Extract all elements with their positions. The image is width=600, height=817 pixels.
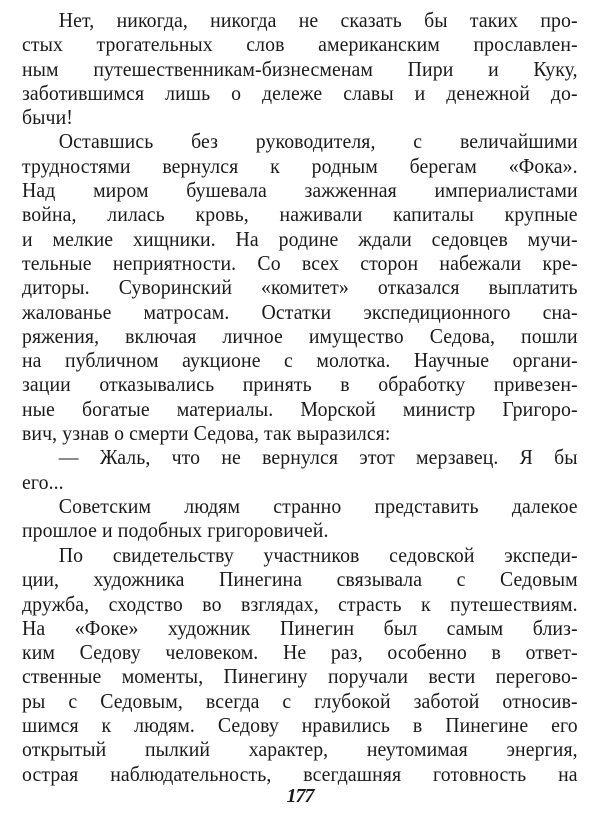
text-line: вич, узнав о смерти Седова, так выразился: [22,421,391,446]
text-line: Над миром бушевала зажженная империалистами [22,178,578,203]
text-line: ряжения, включая личное имущество Седова, пошли [22,323,578,348]
text-line: Советским людям странно представить далекое [58,493,578,518]
text-line: на публичном аукционе с молотка. Научные органи- [22,348,578,373]
text-line: и мелкие хищники. На родине ждали седовцев мучи- [22,226,578,251]
text-line: бычи! [22,105,73,130]
section-2 [22,543,578,786]
text-line: диторы. Суворинский «комитет» отказался выплатить [22,275,578,300]
text-line: ры с Седовым, всегда с глубокой заботой относив- [22,688,578,713]
text-line: его... [22,469,64,494]
text-line: острая наблюдательность, всегдашняя готовность на [22,761,578,786]
text-line: ственные моменты, Пинегину поручали вести перегово- [22,664,578,689]
text-line: Оставшись без руководителя, с величайшими [58,129,578,154]
quote-paragraph [22,445,578,494]
text-line: жалованье матросам. Остатки экспедиционного сна- [22,299,578,324]
text-line: зации отказывались принять в обработку привезен- [22,372,578,397]
text-line: ции, художника Пинегина связывала с Седовым [22,567,578,592]
text-line: тельные неприятности. Со всех сторон набежали кре- [22,250,578,275]
page-number: 177 [286,785,314,807]
text-line: ным путешественникам-бизнесменам Пири и Куку, [22,56,578,81]
text-line: стых трогательных слов американским прославлен- [22,32,578,57]
text-line: — Жаль, что не вернулся этот мерзавец. Я бы [58,445,578,470]
text-line: трудностями вернулся к родным берегам «Фока». [22,153,578,178]
text-line: ные богатые материалы. Морской министр Григоро- [22,396,578,421]
text-line: война, лилась кровь, наживали капиталы крупные [22,202,578,227]
paragraph [22,543,578,786]
text-line: По свидетельству участников седовской экспеди- [58,543,578,567]
text-line: открытый пылкий характер, неутомимая энергия, [22,737,578,762]
text-line: На «Фоке» художник Пинегин был самым близ- [22,615,578,640]
section-1 [22,8,578,543]
paragraph [22,129,578,445]
text-line: шимся к людям. Седову нравились в Пинегине его [22,713,578,738]
paragraph [22,494,578,543]
text-line: Нет, никогда, никогда не сказать бы таких про- [58,8,578,32]
text-line: ким Седову человеком. Не раз, особенно в ответ- [22,640,578,665]
text-line: заботившимся лишь о дележе славы и денежной до- [22,80,578,105]
paragraph [22,8,578,129]
text-line: дружба, сходство во взглядах, страсть к путешествиям. [22,591,578,616]
text-line: прошлое и подобных григоровичей. [22,518,329,543]
